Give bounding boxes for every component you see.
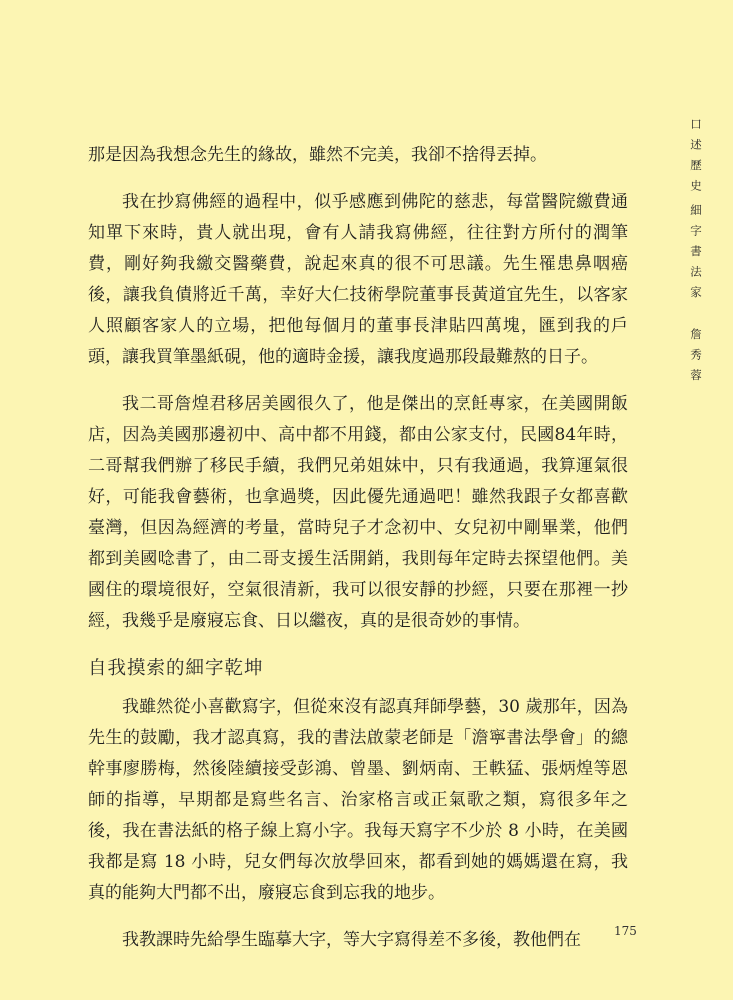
- series-title: 口述歷史: [689, 118, 703, 200]
- paragraph: 我二哥詹煌君移居美國很久了，他是傑出的烹飪專家，在美國開飯店，因為美國那邊初中、高中都不用錢，都由公家支付，民國84年時，二哥幫我們辦了移民手續，我們兄弟姐妹中，只有我通過，我算運氣很好，可能我會藝術，也拿過獎，因此優先通過吧！雖然我跟子女都喜歡臺灣，但因為經濟的考量，當時兒子才念初中、女兒初中剛畢業，他們都到美國唸書了，由二哥支援生活開銷，我則每年定時去探望他們。美國住的環境很好，空氣很清新，我可以很安靜的抄經，只要在那裡一抄經，我幾乎是廢寢忘食、日以繼夜，真的是很奇妙的事情。: [88, 394, 628, 631]
- paragraph: 我教課時先給學生臨摹大字，等大字寫得差不多後，教他們在: [122, 930, 581, 950]
- topic-title: 細字書法家: [689, 204, 703, 307]
- paragraph: 那是因為我想念先生的緣故，雖然不完美，我卻不捨得丟掉。: [88, 145, 547, 165]
- paragraph: 我雖然從小喜歡寫字，但從來沒有認真拜師學藝，30 歲那年，因為先生的鼓勵，我才認真寫，我的書法啟蒙老師是「澹寧書法學會」的總幹事廖勝梅，然後陸續接受彭鴻、曾墨、劉炳南、王軼猛、張炳煌等恩師的指導，早期都是寫些名言、治家格言或正氣歌之類，寫很多年之後，我在書法紙的格子線上寫小字。我每天寫字不少於 8 小時，在美國我都是寫 18 小時，兒女們每次放學回來，都看到她的媽媽還在寫，我真的能夠大門都不出，廢寢忘食到忘我的地步。: [88, 697, 628, 903]
- body-text: [88, 140, 628, 972]
- page-number: 175: [614, 924, 637, 938]
- author-name: 詹秀蓉: [689, 328, 703, 390]
- section-heading: 自我摸索的細字乾坤: [88, 658, 264, 679]
- paragraph: 我在抄寫佛經的過程中，似乎感應到佛陀的慈悲，每當醫院繳費通知單下來時，貴人就出現，會有人請我寫佛經，往往對方所付的潤筆費，剛好夠我繳交醫藥費，說起來真的很不可思議。先生罹患鼻咽癌後，讓我負債將近千萬，幸好大仁技術學院董事長黃道宜先生，以客家人照顧客家人的立場，把他每個月的董事長津貼四萬塊，匯到我的戶頭，讓我買筆墨紙硯，他的適時金援，讓我度過那段最難熬的日子。: [88, 192, 628, 367]
